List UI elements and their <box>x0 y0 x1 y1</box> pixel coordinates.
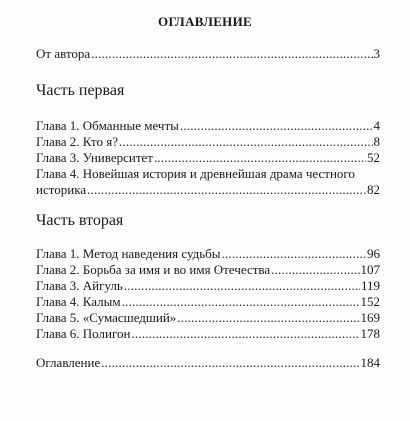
toc-entry <box>36 278 380 294</box>
toc-entry-contents <box>36 355 380 371</box>
toc-entry-label: Глава 6. Полигон <box>36 326 131 341</box>
toc-entry-label-continued: историка <box>36 182 87 197</box>
toc-entry-label: Глава 2. Кто я? <box>36 134 118 149</box>
dot-leader <box>271 262 359 278</box>
dot-leader <box>180 118 373 134</box>
toc-entry-page: 3 <box>373 46 380 61</box>
toc-entry-page: 178 <box>360 326 380 341</box>
toc-entry-page: 184 <box>360 355 380 370</box>
toc-entry-label: Глава 4. Новейшая история и древнейшая драма честного <box>36 166 355 181</box>
dot-leader <box>91 46 372 62</box>
toc-entry-label: Глава 3. Айгуль <box>36 278 123 293</box>
part-heading-2: Часть вторая <box>36 212 124 229</box>
toc-entry <box>36 310 380 326</box>
toc-entry <box>36 118 380 134</box>
toc-entry-intro <box>36 46 380 62</box>
toc-entry-label: Глава 1. Метод наведения судьбы <box>36 246 221 261</box>
dot-leader <box>124 278 360 294</box>
toc-entry-label: Глава 5. «Сумасшедший» <box>36 310 177 325</box>
toc-entry-label: Глава 2. Борьба за имя и во имя Отечества <box>36 262 271 277</box>
toc-entry-multiline <box>36 166 380 198</box>
toc-entry-label: Глава 4. Калым <box>36 294 121 309</box>
dot-leader <box>122 294 360 310</box>
part-heading-1: Часть первая <box>36 82 125 99</box>
toc-entry <box>36 262 380 278</box>
toc-entry-label: Оглавление <box>36 355 101 370</box>
dot-leader <box>222 246 366 262</box>
toc-entry <box>36 134 380 150</box>
toc-entry-page: 152 <box>360 294 380 309</box>
toc-entry <box>36 326 380 342</box>
dot-leader <box>119 134 373 150</box>
toc-entry-page: 107 <box>360 262 380 277</box>
toc-entry <box>36 294 380 310</box>
dot-leader <box>177 310 359 326</box>
dot-leader <box>154 150 366 166</box>
toc-entry-page: 119 <box>360 278 380 293</box>
toc-entry-label: Глава 1. Обманные мечты <box>36 118 179 133</box>
toc-entry-label: От автора <box>36 46 91 61</box>
toc-entry-page: 8 <box>373 134 380 149</box>
page-title: ОГЛАВЛЕНИЕ <box>158 14 252 29</box>
dot-leader <box>87 182 366 198</box>
toc-entry-page: 4 <box>373 118 380 133</box>
toc-entry-page: 82 <box>367 182 380 197</box>
toc-entry-label: Глава 3. Университет <box>36 150 153 165</box>
dot-leader <box>131 326 359 342</box>
toc-entry-page: 96 <box>367 246 380 261</box>
dot-leader <box>101 355 359 371</box>
toc-entry <box>36 150 380 166</box>
toc-entry <box>36 246 380 262</box>
toc-entry-page: 169 <box>360 310 380 325</box>
toc-entry-page: 52 <box>367 150 380 165</box>
